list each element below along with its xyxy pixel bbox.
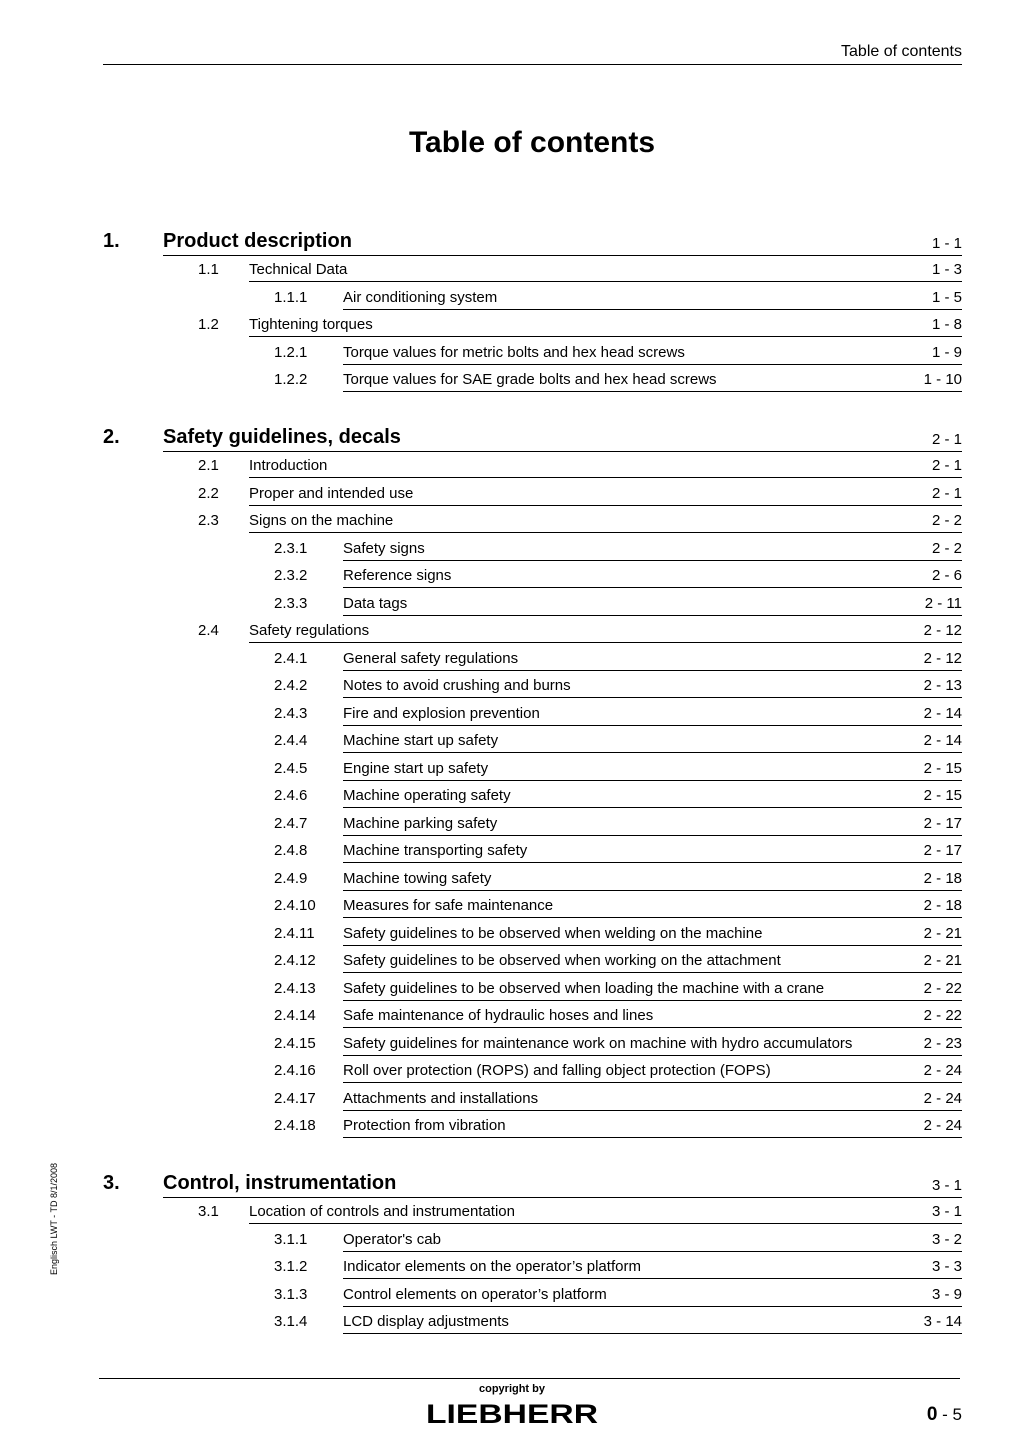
entry-title: Air conditioning system xyxy=(343,289,498,306)
entry-title: Protection from vibration xyxy=(343,1117,506,1134)
entry-rule xyxy=(249,281,962,282)
entry-number: 2.3.1 xyxy=(274,540,308,557)
entry-number: 2.4.9 xyxy=(274,870,308,887)
toc-entry[interactable] xyxy=(103,732,962,752)
entry-title: Torque values for SAE grade bolts and hex head screws xyxy=(343,371,717,388)
entry-number: 2.4.17 xyxy=(274,1090,316,1107)
entry-rule xyxy=(249,336,962,337)
toc-entry[interactable] xyxy=(103,512,962,532)
toc-entry[interactable] xyxy=(103,595,962,615)
toc-entry[interactable] xyxy=(103,842,962,862)
entry-rule xyxy=(343,862,962,863)
entry-page: 2 - 1 xyxy=(931,457,962,474)
section-rule xyxy=(163,255,962,256)
entry-number: 3.1.4 xyxy=(274,1313,308,1330)
entry-number: 2.4.18 xyxy=(274,1117,316,1134)
entry-number: 2.4.3 xyxy=(274,705,308,722)
entry-rule xyxy=(343,587,962,588)
toc-entry[interactable] xyxy=(103,870,962,890)
entry-page: 2 - 11 xyxy=(924,595,962,612)
entry-number: 1.2.1 xyxy=(274,344,308,361)
entry-page: 2 - 21 xyxy=(923,925,962,942)
toc-entry[interactable] xyxy=(103,1035,962,1055)
entry-title: Operator's cab xyxy=(343,1231,441,1248)
entry-page: 3 - 9 xyxy=(931,1286,962,1303)
entry-title: General safety regulations xyxy=(343,650,519,667)
entry-number: 2.4.8 xyxy=(274,842,308,859)
entry-page: 2 - 21 xyxy=(923,952,962,969)
entry-number: 2.4.13 xyxy=(274,980,316,997)
entry-number: 2.2 xyxy=(198,485,219,502)
side-note: Englisch LWT - TD 8/1/2008 xyxy=(49,1162,59,1275)
entry-title: Reference signs xyxy=(343,567,452,584)
entry-title: Indicator elements on the operator’s platform xyxy=(343,1258,641,1275)
entry-number: 2.3 xyxy=(198,512,219,529)
entry-page: 2 - 18 xyxy=(923,870,962,887)
section-rule xyxy=(163,1197,962,1198)
entry-page: 2 - 22 xyxy=(923,980,962,997)
entry-title: Safety guidelines for maintenance work on machine with hydro accumulators xyxy=(343,1035,853,1052)
section-page: 2 - 1 xyxy=(931,431,962,448)
entry-page: 1 - 3 xyxy=(931,261,962,278)
entry-title: Measures for safe maintenance xyxy=(343,897,554,914)
entry-title: Machine transporting safety xyxy=(343,842,528,859)
toc-entry[interactable] xyxy=(103,1090,962,1110)
entry-rule xyxy=(343,670,962,671)
entry-number: 1.2.2 xyxy=(274,371,308,388)
entry-page: 2 - 23 xyxy=(923,1035,962,1052)
entry-number: 2.4.1 xyxy=(274,650,308,667)
entry-rule xyxy=(343,1055,962,1056)
entry-number: 2.1 xyxy=(198,457,219,474)
section-title: Control, instrumentation xyxy=(163,1172,397,1194)
entry-rule xyxy=(343,391,962,392)
entry-number: 2.4.4 xyxy=(274,732,308,749)
entry-number: 2.4.6 xyxy=(274,787,308,804)
entry-rule xyxy=(249,477,962,478)
entry-number: 2.4.12 xyxy=(274,952,316,969)
entry-rule xyxy=(343,1110,962,1111)
entry-rule xyxy=(343,560,962,561)
copyright-label: copyright by xyxy=(478,1383,545,1395)
entry-rule xyxy=(249,1223,962,1224)
entry-rule xyxy=(343,1306,962,1307)
entry-title: Fire and explosion prevention xyxy=(343,705,540,722)
entry-title: Location of controls and instrumentation xyxy=(249,1203,515,1220)
toc-entry[interactable] xyxy=(103,925,962,945)
entry-page: 3 - 2 xyxy=(931,1231,962,1248)
toc-entry[interactable] xyxy=(103,289,962,309)
entry-page: 3 - 3 xyxy=(931,1258,962,1275)
entry-number: 2.4.15 xyxy=(274,1035,316,1052)
toc-section-heading[interactable] xyxy=(103,1172,962,1198)
section-number: 3. xyxy=(103,1172,120,1194)
entry-page: 2 - 15 xyxy=(923,787,962,804)
entry-page: 2 - 14 xyxy=(923,705,962,722)
entry-title: Safety guidelines to be observed when welding on the machine xyxy=(343,925,763,942)
entry-title: Safety signs xyxy=(343,540,425,557)
entry-title: Control elements on operator’s platform xyxy=(343,1286,607,1303)
toc-entry[interactable] xyxy=(103,1007,962,1027)
section-title: Product description xyxy=(163,230,352,252)
entry-title: Proper and intended use xyxy=(249,485,414,502)
entry-title: Machine towing safety xyxy=(343,870,492,887)
entry-page: 2 - 22 xyxy=(923,1007,962,1024)
toc-section-heading[interactable] xyxy=(103,426,962,452)
entry-number: 2.4.14 xyxy=(274,1007,316,1024)
entry-rule xyxy=(343,1137,962,1138)
entry-rule xyxy=(249,532,962,533)
entry-rule xyxy=(343,1278,962,1279)
toc-entry[interactable] xyxy=(103,1203,962,1223)
entry-page: 1 - 5 xyxy=(931,289,962,306)
entry-title: LCD display adjustments xyxy=(343,1313,509,1330)
toc-entry[interactable] xyxy=(103,316,962,336)
toc-entry[interactable] xyxy=(103,650,962,670)
entry-rule xyxy=(343,780,962,781)
entry-number: 2.3.3 xyxy=(274,595,308,612)
toc-entry[interactable] xyxy=(103,815,962,835)
entry-page: 2 - 17 xyxy=(923,842,962,859)
entry-rule xyxy=(343,697,962,698)
entry-page: 2 - 14 xyxy=(923,732,962,749)
entry-number: 2.4.10 xyxy=(274,897,316,914)
entry-title: Technical Data xyxy=(249,261,348,278)
entry-page: 1 - 9 xyxy=(931,344,962,361)
entry-title: Safety guidelines to be observed when loading the machine with a crane xyxy=(343,980,825,997)
toc-entry[interactable] xyxy=(103,567,962,587)
entry-title: Machine start up safety xyxy=(343,732,499,749)
section-title: Safety guidelines, decals xyxy=(163,426,401,448)
entry-page: 2 - 12 xyxy=(923,622,962,639)
entry-page: 1 - 8 xyxy=(931,316,962,333)
entry-rule xyxy=(343,1251,962,1252)
entry-page: 2 - 13 xyxy=(923,677,962,694)
entry-rule xyxy=(343,945,962,946)
entry-number: 2.4.2 xyxy=(274,677,308,694)
entry-page: 2 - 15 xyxy=(923,760,962,777)
toc-entry[interactable] xyxy=(103,1231,962,1251)
entry-rule xyxy=(343,807,962,808)
entry-page: 2 - 17 xyxy=(923,815,962,832)
entry-rule xyxy=(249,642,962,643)
entry-rule xyxy=(249,505,962,506)
page-chapter: 0 xyxy=(926,1404,938,1425)
entry-number: 2.4.16 xyxy=(274,1062,316,1079)
entry-page: 2 - 2 xyxy=(931,540,962,557)
liebherr-logo xyxy=(0,1397,1024,1432)
header-rule xyxy=(103,64,962,65)
entry-title: Signs on the machine xyxy=(249,512,394,529)
page-title: Table of contents xyxy=(408,126,656,159)
entry-page: 2 - 24 xyxy=(923,1062,962,1079)
liebherr-logo-mark xyxy=(424,1397,600,1427)
entry-page: 2 - 24 xyxy=(923,1090,962,1107)
toc-entry[interactable] xyxy=(103,952,962,972)
toc-entry[interactable] xyxy=(103,1258,962,1278)
toc-section-heading[interactable] xyxy=(103,230,962,256)
entry-title: Tightening torques xyxy=(249,316,373,333)
toc-entry[interactable] xyxy=(103,457,962,477)
toc-entry[interactable] xyxy=(103,344,962,364)
entry-number: 2.4.7 xyxy=(274,815,308,832)
page-separator: - xyxy=(937,1405,953,1424)
entry-title: Roll over protection (ROPS) and falling object protection (FOPS) xyxy=(343,1062,771,1079)
entry-rule xyxy=(343,725,962,726)
section-rule xyxy=(163,451,962,452)
entry-title: Data tags xyxy=(343,595,408,612)
entry-title: Introduction xyxy=(249,457,328,474)
entry-title: Notes to avoid crushing and burns xyxy=(343,677,571,694)
entry-number: 1.2 xyxy=(198,316,219,333)
entry-title: Safe maintenance of hydraulic hoses and lines xyxy=(343,1007,654,1024)
toc-entry[interactable] xyxy=(103,540,962,560)
toc-entry[interactable] xyxy=(103,760,962,780)
section-number: 1. xyxy=(103,230,120,252)
toc-entry[interactable] xyxy=(103,677,962,697)
toc-entry[interactable] xyxy=(103,787,962,807)
entry-rule xyxy=(343,890,962,891)
entry-number: 3.1 xyxy=(198,1203,219,1220)
entry-title: Safety regulations xyxy=(249,622,370,639)
footer-rule xyxy=(99,1378,960,1379)
entry-number: 1.1.1 xyxy=(274,289,308,306)
entry-title: Safety guidelines to be observed when working on the attachment xyxy=(343,952,781,969)
entry-title: Engine start up safety xyxy=(343,760,489,777)
entry-page: 2 - 24 xyxy=(923,1117,962,1134)
section-page: 1 - 1 xyxy=(931,235,962,252)
entry-page: 2 - 1 xyxy=(931,485,962,502)
section-number: 2. xyxy=(103,426,120,448)
entry-rule xyxy=(343,972,962,973)
entry-rule xyxy=(343,1082,962,1083)
entry-rule xyxy=(343,835,962,836)
toc-entry[interactable] xyxy=(103,1117,962,1137)
toc-entry[interactable] xyxy=(103,1062,962,1082)
entry-rule xyxy=(343,615,962,616)
toc-entry[interactable] xyxy=(103,980,962,1000)
entry-number: 2.4.11 xyxy=(274,925,315,942)
entry-rule xyxy=(343,917,962,918)
entry-number: 1.1 xyxy=(198,261,219,278)
entry-page: 3 - 1 xyxy=(931,1203,962,1220)
entry-title: Torque values for metric bolts and hex head screws xyxy=(343,344,685,361)
toc-entry[interactable] xyxy=(103,485,962,505)
entry-rule xyxy=(343,752,962,753)
logo-text: LIEBHERR xyxy=(426,1399,598,1427)
section-page: 3 - 1 xyxy=(931,1177,962,1194)
entry-rule xyxy=(343,1333,962,1334)
entry-number: 2.3.2 xyxy=(274,567,308,584)
entry-rule xyxy=(343,1000,962,1001)
page-number xyxy=(927,1404,962,1426)
toc-entry[interactable] xyxy=(103,897,962,917)
entry-page: 2 - 18 xyxy=(923,897,962,914)
toc-entry[interactable] xyxy=(103,622,962,642)
entry-number: 3.1.2 xyxy=(274,1258,308,1275)
entry-number: 3.1.3 xyxy=(274,1286,308,1303)
page-num: 5 xyxy=(952,1405,962,1424)
entry-rule xyxy=(343,1027,962,1028)
entry-page: 1 - 10 xyxy=(923,371,962,388)
toc-entry[interactable] xyxy=(103,705,962,725)
toc-entry[interactable] xyxy=(103,1286,962,1306)
entry-rule xyxy=(343,309,962,310)
entry-page: 2 - 6 xyxy=(931,567,962,584)
toc-entry[interactable] xyxy=(103,1313,962,1333)
running-header: Table of contents xyxy=(841,43,962,60)
entry-number: 3.1.1 xyxy=(274,1231,308,1248)
entry-rule xyxy=(343,364,962,365)
toc-entry[interactable] xyxy=(103,261,962,281)
entry-page: 2 - 12 xyxy=(923,650,962,667)
entry-title: Machine operating safety xyxy=(343,787,511,804)
entry-page: 2 - 2 xyxy=(931,512,962,529)
toc-entry[interactable] xyxy=(103,371,962,391)
entry-number: 2.4.5 xyxy=(274,760,308,777)
entry-title: Machine parking safety xyxy=(343,815,498,832)
entry-title: Attachments and installations xyxy=(343,1090,539,1107)
entry-page: 3 - 14 xyxy=(923,1313,962,1330)
entry-number: 2.4 xyxy=(198,622,219,639)
